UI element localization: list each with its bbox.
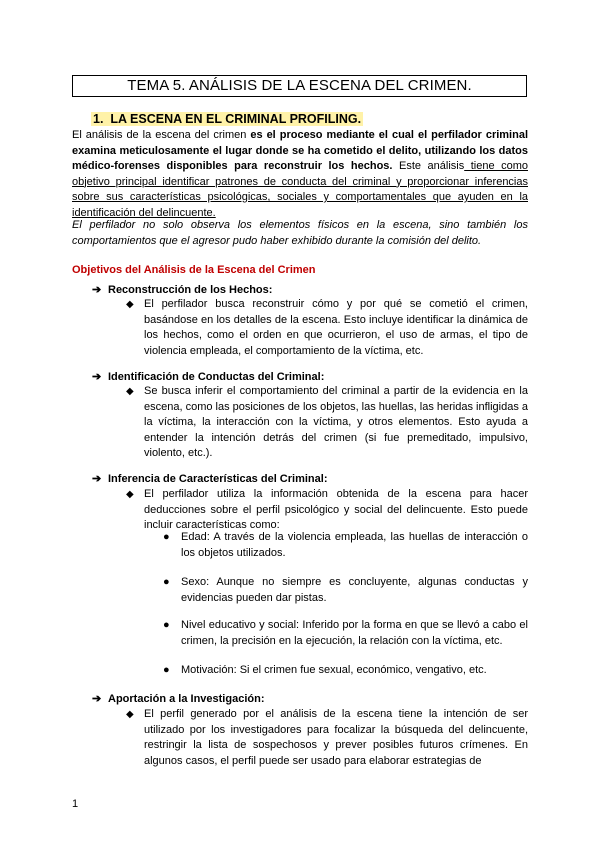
intro-text-bold: es el proceso mediante el cual el perfilador criminal examina meticulosamente el lugar donde se ha cometido el delito, utilizando los datos médico-forenses disponibles para reconstruir los hechos. (72, 129, 529, 172)
section-heading (91, 112, 363, 126)
dot-bullet-icon: ● (163, 619, 170, 631)
objective-bullet (126, 384, 528, 462)
intro-text-3: Este análisis (392, 160, 465, 172)
objective-bullet-text: El perfilador busca reconstruir cómo y por qué se cometió el crimen, basándose en los detalles de la escena. Esto incluye identificar la dinámica de los hechos, como el orden en que ocurrieron, el uso de armas, el tipo de violencia empleada, el comportamiento de la víctima, etc. (144, 298, 528, 357)
objective-bullet (126, 487, 528, 534)
objectives-heading: Objetivos del Análisis de la Escena del Crimen (72, 264, 316, 276)
page-number: 1 (72, 798, 79, 810)
diamond-bullet-icon: ◆ (126, 489, 134, 500)
sub-bullet-text: Sexo: Aunque no siempre es concluyente, algunas conductas y evidencias pueden dar pistas. (181, 576, 528, 604)
objective-bullet (126, 707, 528, 769)
italic-note: El perfilador no solo observa los elementos físicos en la escena, sino también los comportamientos que el agresor pudo haber exhibido durante la comisión del delito. (72, 219, 528, 247)
objective-bullet-text: El perfilador utiliza la información obtenida de la escena para hacer deducciones sobre el perfil psicológico y social del delincuente. Esto puede incluir características como: (144, 488, 528, 531)
sub-bullet-motivacion (163, 663, 528, 679)
objective-heading-text: Identificación de Conductas del Criminal: (108, 371, 325, 383)
arrow-icon: ➔ (92, 693, 102, 705)
objective-heading-reconstruccion (92, 283, 272, 297)
sub-bullet-nivel (163, 618, 528, 649)
sub-bullet-edad (163, 530, 528, 561)
arrow-icon: ➔ (92, 284, 102, 296)
dot-bullet-icon: ● (163, 576, 170, 588)
objective-heading-caracteristicas (92, 472, 327, 486)
page-title: TEMA 5. ANÁLISIS DE LA ESCENA DEL CRIMEN. (72, 75, 527, 97)
sub-bullet-sexo (163, 575, 528, 606)
dot-bullet-icon: ● (163, 664, 170, 676)
diamond-bullet-icon: ◆ (126, 299, 134, 310)
section-heading-highlight (91, 112, 363, 126)
intro-paragraph (72, 128, 528, 221)
sub-bullet-text: Motivación: Si el crimen fue sexual, económico, vengativo, etc. (181, 664, 487, 676)
diamond-bullet-icon: ◆ (126, 386, 134, 397)
sub-bullet-text: Nivel educativo y social: Inferido por la forma en que se llevó a cabo el crimen, la precisión en la ejecución, la relación con la víctima, etc. (181, 619, 528, 647)
section-number: 1. (93, 112, 104, 126)
objective-bullet-text: El perfil generado por el análisis de la escena tiene la intención de ser utilizado por los investigadores para focalizar la búsqueda del delincuente, restringir la lista de sospechosos y prever posibles futuros crímenes. En algunos casos, el perfil puede ser usado para elaborar estrategias de (144, 708, 528, 767)
intro-text-1: El análisis de la escena del crimen (72, 129, 251, 141)
objective-bullet (126, 297, 528, 359)
objective-heading-aportacion (92, 692, 264, 706)
sub-bullet-text: Edad: A través de la violencia empleada, las huellas de interacción o los objetos utilizados. (181, 531, 528, 559)
objective-heading-text: Reconstrucción de los Hechos: (108, 284, 273, 296)
objective-heading-conductas (92, 370, 324, 384)
arrow-icon: ➔ (92, 371, 102, 383)
diamond-bullet-icon: ◆ (126, 709, 134, 720)
objective-heading-text: Aportación a la Investigación: (108, 693, 265, 705)
intro-text-underlined: tiene como objetivo principal identificar patrones de conducta del criminal y proporcionar inferencias sobre sus características psicológicas, sociales y comportamentales que ayuden en la identificación del delincuente. (72, 160, 528, 219)
dot-bullet-icon: ● (163, 531, 170, 543)
section-title: LA ESCENA EN EL CRIMINAL PROFILING. (110, 112, 362, 126)
arrow-icon: ➔ (92, 473, 102, 485)
objective-bullet-text: Se busca inferir el comportamiento del criminal a partir de la evidencia en la escena, como las posiciones de los objetos, las huellas, las heridas infligidas a la víctima, la interacción con la víctima, y otros elementos. Esto ayuda a entender la intención detrás del crimen (si fue premeditado, impulsivo, violento, etc.). (144, 385, 528, 459)
objective-heading-text: Inferencia de Características del Criminal: (108, 473, 328, 485)
